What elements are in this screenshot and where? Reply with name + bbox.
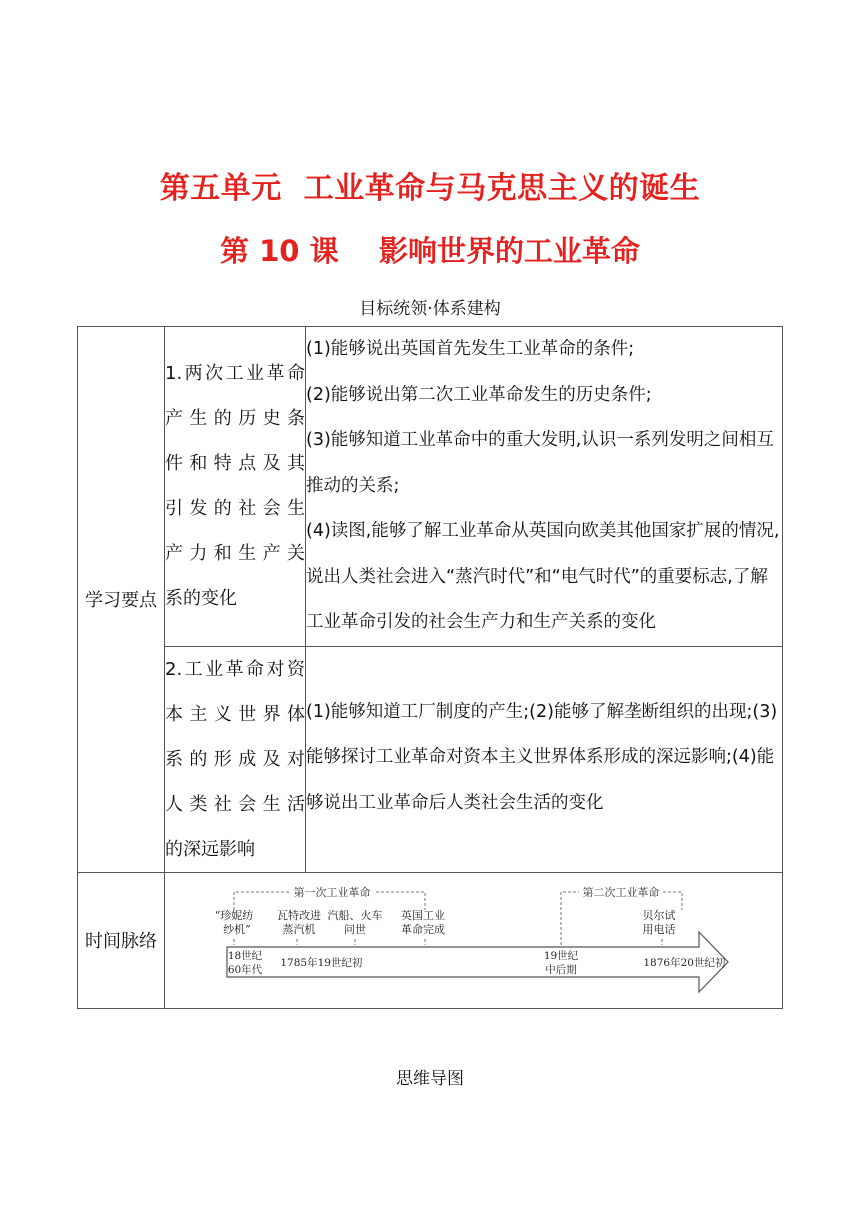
table-row bbox=[78, 872, 783, 1008]
first-revolution-label: 第一次工业革命 bbox=[293, 885, 371, 899]
event-label: 汽船、火车 bbox=[327, 908, 383, 922]
event-label: 蒸汽机 bbox=[282, 922, 316, 936]
date-label: 20世纪初 bbox=[680, 956, 726, 969]
timeline-svg bbox=[165, 873, 783, 1008]
event-label: 问世 bbox=[344, 922, 366, 936]
event-label: 用电话 bbox=[642, 922, 676, 936]
timeline-diagram bbox=[165, 872, 783, 1008]
date-label: 1876年 bbox=[643, 956, 681, 969]
row-label-timeline: 时间脉络 bbox=[78, 872, 165, 1008]
point1-goals: (1)能够说出英国首先发生工业革命的条件; (2)能够说出第二次工业革命发生的历史条件; (3)能够知道工业革命中的重大发明,认识一系列发明之间相互推动的关系; (4)读图,能够了解工业革命从英国向欧美其他国家扩展的情况,说出人类社会进入“蒸汽时代”和“电气时代”的重要标志,了解工业革命引发的社会生产力和生产关系的变化 bbox=[306, 327, 783, 647]
learning-table bbox=[77, 326, 783, 1009]
event-label: 革命完成 bbox=[401, 922, 445, 936]
unit-title: 第五单元 工业革命与马克思主义的诞生 bbox=[159, 171, 701, 206]
row-label-key-points: 学习要点 bbox=[78, 327, 165, 873]
date-label: 19世纪初 bbox=[317, 956, 363, 969]
second-revolution-label: 第二次工业革命 bbox=[582, 885, 660, 899]
date-label: 中后期 bbox=[545, 963, 577, 976]
point2-topic: 2.工业革命对资 本主义世界体 系的形成及对 人类社会生活 的深远影响 bbox=[165, 646, 306, 872]
event-label: “珍妮纺 bbox=[214, 908, 254, 922]
lesson-title: 第 10 课 影响世界的工业革命 bbox=[220, 234, 640, 268]
date-label: 19世纪 bbox=[543, 949, 579, 962]
point2-goals: (1)能够知道工厂制度的产生;(2)能够了解垄断组织的出现;(3)能够探讨工业革命对资本主义世界体系形成的深远影响;(4)能够说出工业革命后人类社会生活的变化 bbox=[306, 646, 783, 872]
event-label: 纱机” bbox=[223, 922, 251, 936]
point1-topic: 1.两次工业革命 产生的历史条 件和特点及其 引发的社会生 产力和生产关 系的变化 bbox=[165, 327, 306, 647]
section-heading: 目标统领·体系建构 bbox=[359, 299, 501, 319]
event-label: 贝尔试 bbox=[642, 908, 676, 922]
table-row bbox=[78, 646, 783, 872]
event-label: 英国工业 bbox=[401, 908, 445, 922]
date-label: 60年代 bbox=[227, 963, 263, 976]
event-label: 瓦特改进 bbox=[277, 908, 321, 922]
mind-map-heading: 思维导图 bbox=[396, 1069, 464, 1089]
table-row bbox=[78, 327, 783, 647]
date-label: 1785年 bbox=[280, 956, 318, 969]
date-label: 18世纪 bbox=[227, 949, 263, 962]
